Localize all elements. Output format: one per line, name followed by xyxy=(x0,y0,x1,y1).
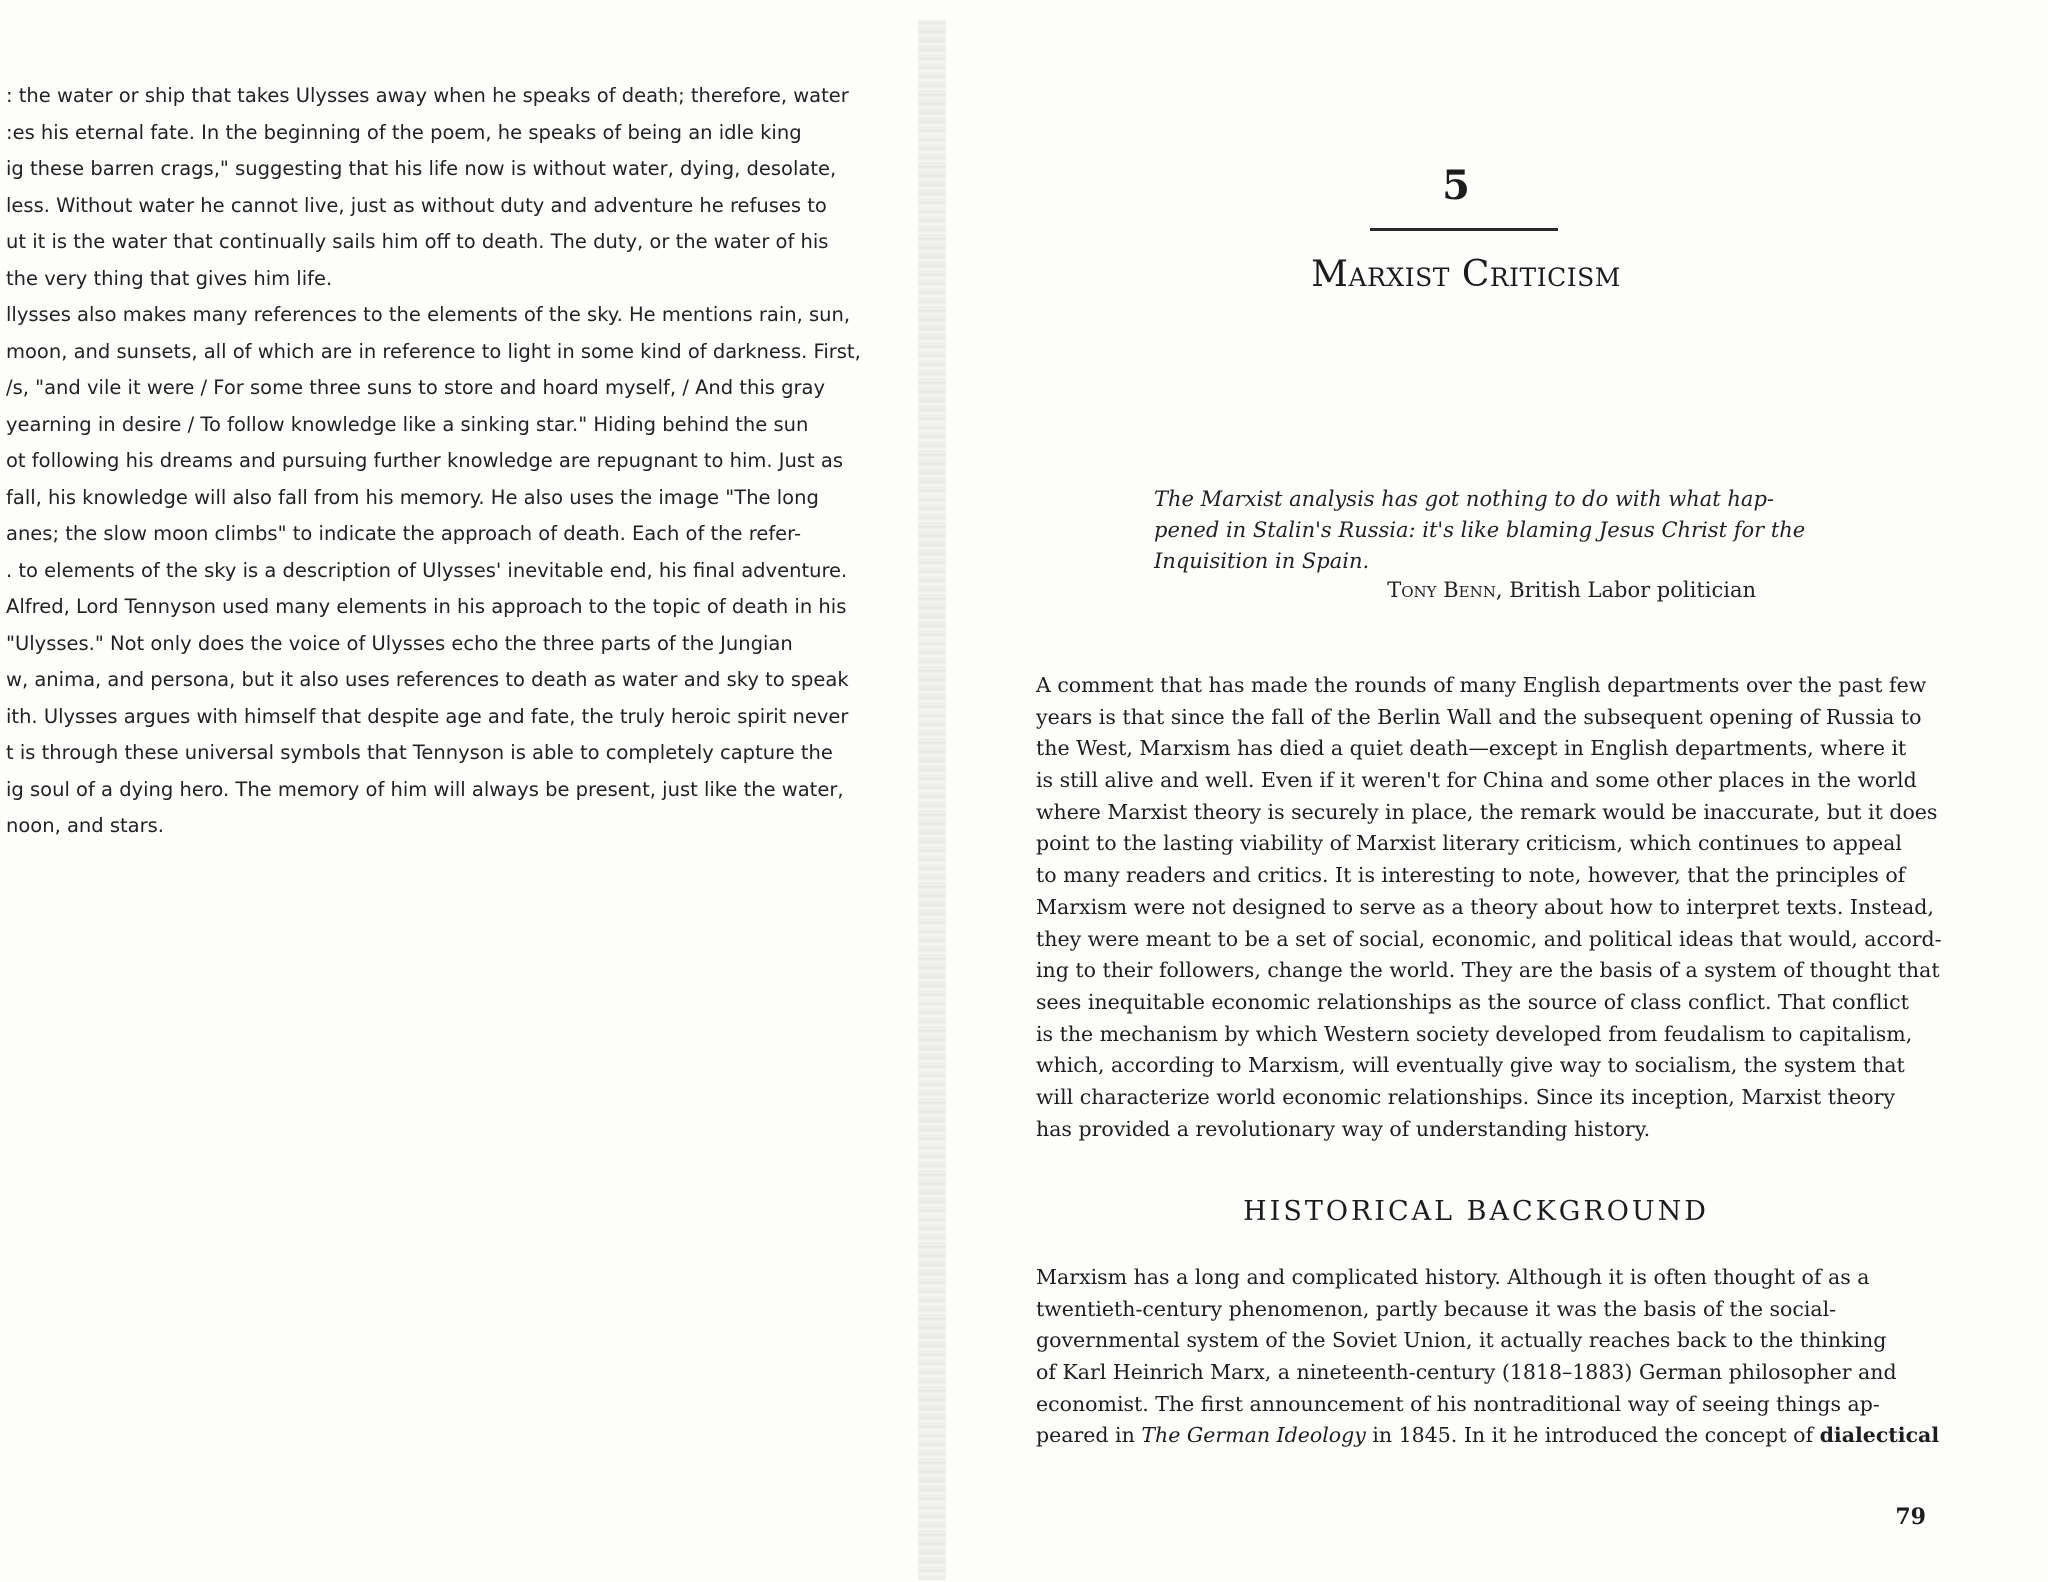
text-line: will characterize world economic relationships. Since its inception, Marxist theory xyxy=(1036,1084,1896,1109)
text-line: which, according to Marxism, will eventually give way to socialism, the system that xyxy=(1036,1053,1905,1078)
epigraph-line: Inquisition in Spain. xyxy=(1154,549,1370,573)
paragraph-intro xyxy=(1036,670,1942,1145)
text-line: Alfred, Lord Tennyson used many elements in his approach to the topic of death in his xyxy=(6,595,847,618)
text-line: sees inequitable economic relationships as the source of class conflict. That conflict xyxy=(1036,989,1909,1014)
text-line: of Karl Heinrich Marx, a nineteenth-century (1818–1883) German philosopher and xyxy=(1036,1360,1897,1385)
text-line: Marxism has a long and complicated history. Although it is often thought of as a xyxy=(1036,1265,1870,1289)
text-line: ot following his dreams and pursuing further knowledge are repugnant to him. Just as xyxy=(6,449,844,472)
text-line: "Ulysses." Not only does the voice of Ulysses echo the three parts of the Jungian xyxy=(6,631,793,655)
text-line: noon, and stars. xyxy=(6,814,164,837)
book-title: The German Ideology xyxy=(1141,1423,1366,1448)
text-line: less. Without water he cannot live, just as without duty and adventure he refuses to xyxy=(6,193,827,217)
text-line: years is that since the fall of the Berlin Wall and the subsequent opening of Russia to xyxy=(1036,704,1922,729)
chapter-title: Marxist Criticism xyxy=(1311,254,1621,295)
text-line: where Marxist theory is securely in place, the remark would be inaccurate, but it does xyxy=(1036,799,1938,824)
text-line: governmental system of the Soviet Union, it actually reaches back to the thinking xyxy=(1036,1328,1887,1353)
text-line-mixed xyxy=(1036,1420,1940,1452)
text-line: : the water or ship that takes Ulysses away when he speaks of death; therefore, water xyxy=(6,84,849,107)
text-line: . to elements of the sky is a description of Ulysses' inevitable end, his final adventure. xyxy=(6,558,848,582)
left-page xyxy=(0,0,918,1582)
text-line: ith. Ulysses argues with himself that despite age and fate, the truly heroic spirit never xyxy=(6,704,849,728)
text-line: twentieth-century phenomenon, partly because it was the basis of the social- xyxy=(1036,1296,1837,1321)
text-line: is still alive and well. Even if it weren't for China and some other places in the world xyxy=(1036,768,1917,793)
text-line: :es his eternal fate. In the beginning of the poem, he speaks of being an idle king xyxy=(6,120,802,144)
text-line: fall, his knowledge will also fall from his memory. He also uses the image "The long xyxy=(6,485,819,509)
text-line: ut it is the water that continually sails him off to death. The duty, or the water of his xyxy=(6,230,829,253)
section-heading: HISTORICAL BACKGROUND xyxy=(1243,1196,1709,1227)
text-line: has provided a revolutionary way of understanding history. xyxy=(1036,1116,1651,1141)
left-page-text xyxy=(6,78,886,845)
book-gutter xyxy=(918,20,946,1580)
text-line: /s, "and vile it were / For some three suns to store and hoard myself, / And this gray xyxy=(6,376,826,399)
text-line: moon, and sunsets, all of which are in reference to light in some kind of darkness. First, xyxy=(6,339,861,363)
attribution-role: , British Labor politician xyxy=(1495,578,1756,602)
text-line: ig these barren crags," suggesting that his life now is without water, dying, desolate, xyxy=(6,157,837,180)
text-line: llysses also makes many references to the elements of the sky. He mentions rain, sun, xyxy=(6,303,851,326)
text-line: is the mechanism by which Western society developed from feudalism to capitalism, xyxy=(1036,1021,1913,1046)
paragraph-history xyxy=(1036,1262,1940,1452)
attribution-author: Tony Benn xyxy=(1387,578,1496,602)
key-term: dialectical xyxy=(1819,1423,1940,1448)
text-line: t is through these universal symbols that Tennyson is able to completely capture the xyxy=(6,741,833,764)
text-line: to many readers and critics. It is interesting to note, however, that the principles of xyxy=(1036,863,1906,888)
text-line: point to the lasting viability of Marxist literary criticism, which continues to appeal xyxy=(1036,831,1902,856)
epigraph-line: The Marxist analysis has got nothing to do with what hap- xyxy=(1154,487,1774,511)
text-line: yearning in desire / To follow knowledge like a sinking star." Hiding behind the sun xyxy=(6,412,809,436)
page-number: 79 xyxy=(1895,1504,1926,1530)
text-line: w, anima, and persona, but it also uses references to death as water and sky to speak xyxy=(6,668,849,691)
text-line: economist. The first announcement of his nontraditional way of seeing things ap- xyxy=(1036,1391,1880,1416)
text-fragment: peared in xyxy=(1036,1423,1142,1448)
epigraph-line: pened in Stalin's Russia: it's like blaming Jesus Christ for the xyxy=(1154,518,1806,542)
text-line: they were meant to be a set of social, economic, and political ideas that would, accord- xyxy=(1036,926,1942,951)
text-line: A comment that has made the rounds of many English departments over the past few xyxy=(1036,673,1927,697)
chapter-number: 5 xyxy=(1442,162,1470,209)
chapter-rule xyxy=(1370,228,1558,231)
text-line: anes; the slow moon climbs" to indicate the approach of death. Each of the refer- xyxy=(6,522,801,545)
text-line: the West, Marxism has died a quiet death—except in English departments, where it xyxy=(1036,736,1907,761)
text-fragment: in 1845. In it he introduced the concept of xyxy=(1365,1423,1820,1448)
epigraph-attribution xyxy=(1246,578,1756,602)
text-line: the very thing that gives him life. xyxy=(6,266,333,290)
text-line: ig soul of a dying hero. The memory of him will always be present, just like the water, xyxy=(6,777,844,801)
right-page xyxy=(946,0,2048,1582)
text-line: Marxism were not designed to serve as a theory about how to interpret texts. Instead, xyxy=(1036,894,1934,919)
text-line: ing to their followers, change the world. They are the basis of a system of thought that xyxy=(1036,958,1940,983)
epigraph xyxy=(1154,484,1806,577)
